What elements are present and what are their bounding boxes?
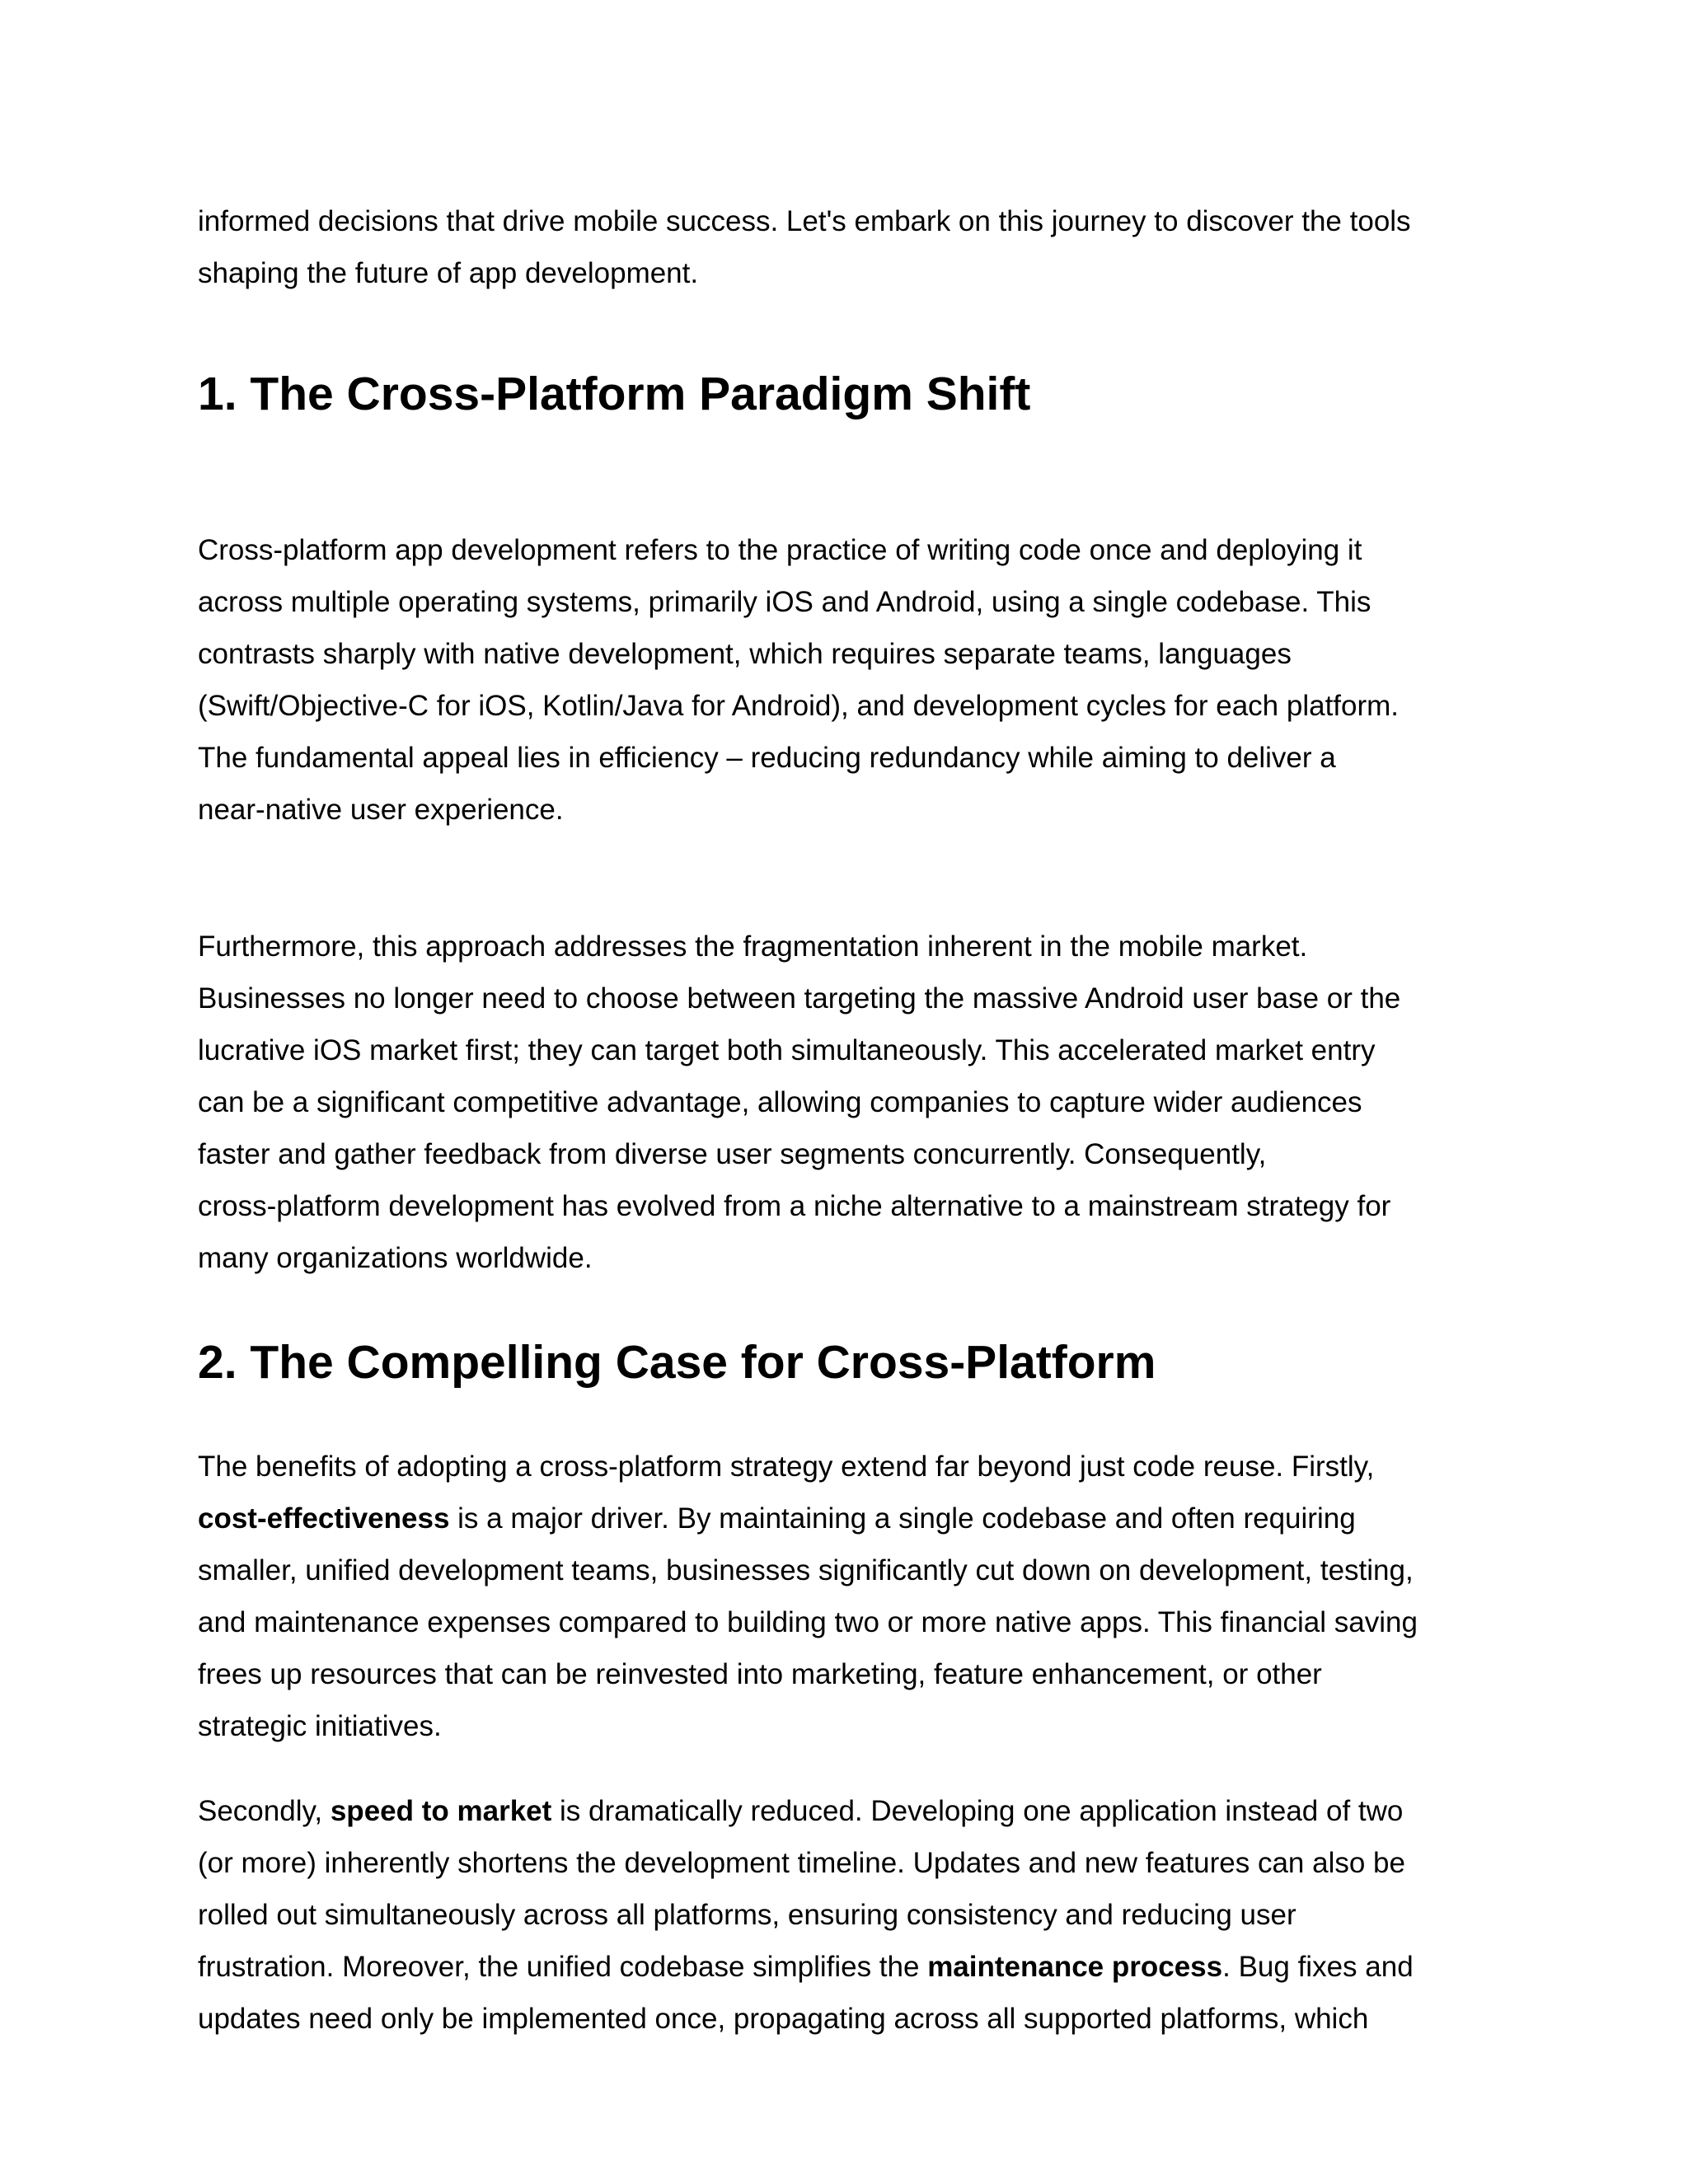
bold-term-maintenance-process: maintenance process	[927, 1951, 1223, 1983]
paragraph-text: Furthermore, this approach addresses the fragmentation inherent in the mobile market. Businesses no longer need to choose between targeting the massive Android user base or the lucrative iOS market first; they can target both simultaneously. This accelerated market entry can be a significant competitive advantage, allowing companies to capture wider audiences faster and gather feedback from diverse user segments concurrently. Consequently, cross-platform development has evolved from a niche alternative to a mainstream strategy for many organizations worldwide.	[198, 930, 1401, 1274]
paragraph-text: . Bug fixes and updates need only be implemented once, propagating across all supported platforms, which	[198, 1951, 1414, 2035]
paragraph	[198, 869, 1492, 1284]
paragraph-text: is dramatically reduced. Developing one application instead of two (or more) inherently shortens the development timeline. Updates and new features can also be rolled out simultaneously across all platforms, ensuring consistency and reducing user frustration. Moreover, the unified codebase simplifies the	[198, 1795, 1405, 1983]
bold-term-speed-to-market: speed to market	[330, 1795, 552, 1827]
paragraph-text: Secondly,	[198, 1795, 331, 1827]
section-heading-compelling-case: 2. The Compelling Case for Cross-Platform	[198, 1336, 1156, 1389]
document-body	[198, 195, 1492, 2045]
paragraph-text: Cross-platform app development refers to the practice of writing code once and deploying it across multiple operating systems, primarily iOS and Android, using a single codebase. This contrasts sharply with native development, which requires separate teams, languages (Swift/Objective-C for iOS, Kotlin/Java for Android), and development cycles for each platform. The fundamental appeal lies in efficiency – reducing redundancy while aiming to deliver a near-native user experience.	[198, 534, 1400, 826]
paragraph	[198, 1441, 1492, 1752]
paragraph	[198, 1785, 1492, 2045]
paragraph-text: The benefits of adopting a cross-platform strategy extend far beyond just code reuse. Firstly,	[198, 1451, 1375, 1483]
paragraph	[198, 472, 1492, 836]
intro-paragraph: informed decisions that drive mobile success. Let's embark on this journey to discover the tools shaping the future of app development.	[198, 205, 1411, 289]
bold-term-cost-effectiveness: cost-effectiveness	[198, 1502, 450, 1535]
section-heading-cross-platform-paradigm-shift: 1. The Cross-Platform Paradigm Shift	[198, 368, 1031, 420]
paragraph-text: is a major driver. By maintaining a single codebase and often requiring smaller, unified development teams, businesses significantly cut down on development, testing, and maintenance expenses compared to building two or more native apps. This financial saving frees up resources that can be reinvested into marketing, feature enhancement, or other strategic initiatives.	[198, 1502, 1418, 1742]
